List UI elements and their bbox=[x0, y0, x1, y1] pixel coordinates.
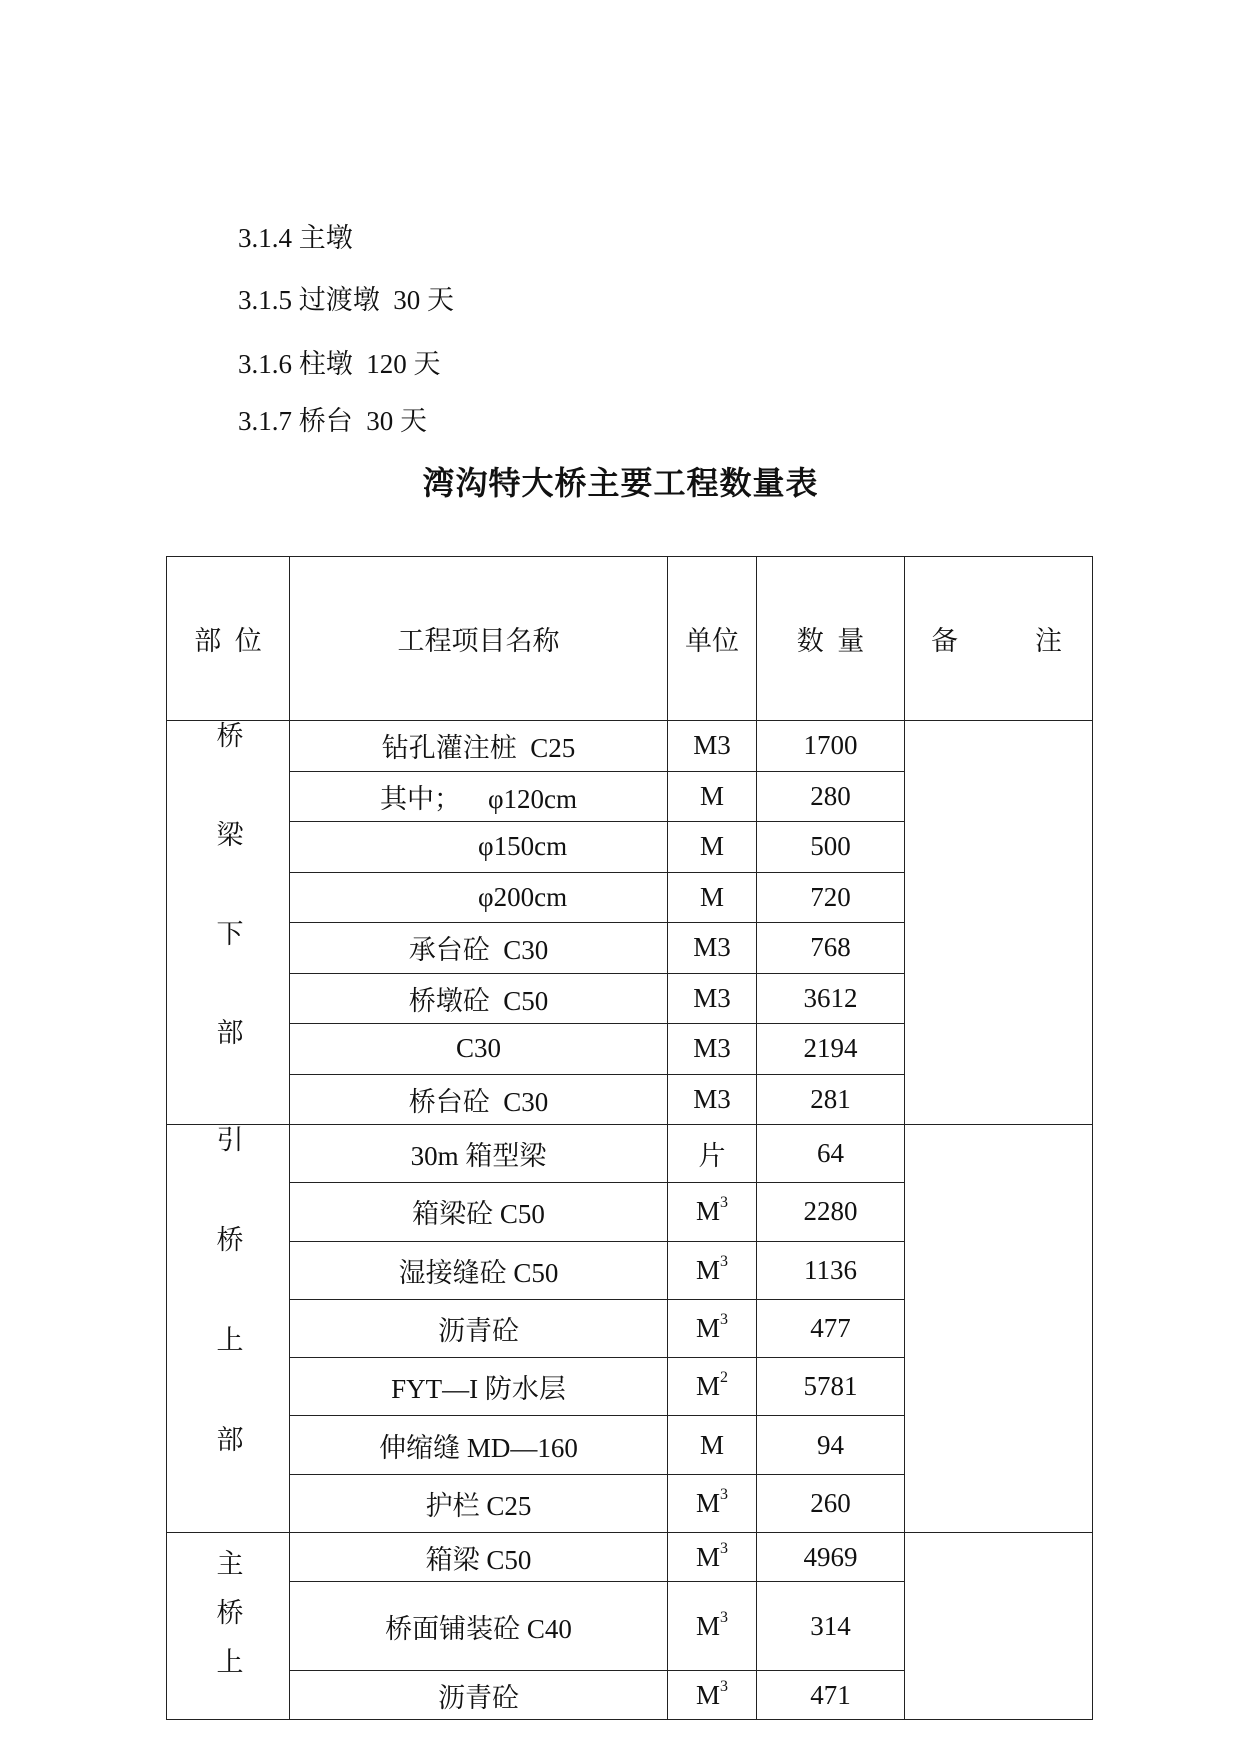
item-qty: 500 bbox=[757, 822, 905, 873]
item-qty: 314 bbox=[757, 1582, 905, 1671]
item-unit: M3 bbox=[668, 923, 757, 974]
header-part: 部 位 bbox=[167, 557, 290, 721]
item-unit: M bbox=[668, 1416, 757, 1474]
header-unit: 单位 bbox=[668, 557, 757, 721]
item-unit: $M^3$ bbox=[668, 1582, 757, 1671]
table-row bbox=[167, 1125, 1093, 1183]
item-name: FYT—I 防水层 bbox=[290, 1358, 668, 1416]
table-row bbox=[167, 1533, 1093, 1582]
table-row bbox=[167, 721, 1093, 772]
item-qty: 94 bbox=[757, 1416, 905, 1474]
item-qty: 477 bbox=[757, 1299, 905, 1357]
header-remark bbox=[905, 557, 1093, 721]
header-remark-left: 备 bbox=[931, 626, 958, 656]
item-unit: M3 bbox=[668, 1024, 757, 1075]
item-qty: 4969 bbox=[757, 1533, 905, 1582]
table-header-row bbox=[167, 557, 1093, 721]
item-unit: M bbox=[668, 822, 757, 873]
header-remark-right: 注 bbox=[1035, 626, 1062, 656]
item-qty: 768 bbox=[757, 923, 905, 974]
item-qty: 471 bbox=[757, 1671, 905, 1720]
item-name: 桥墩砼 C50 bbox=[290, 973, 668, 1024]
item-unit: M3 bbox=[668, 721, 757, 772]
section-label: 桥梁下部 bbox=[167, 721, 290, 1125]
item-unit: M bbox=[668, 771, 757, 822]
item-name: 伸缩缝 MD—160 bbox=[290, 1416, 668, 1474]
item-qty: 5781 bbox=[757, 1358, 905, 1416]
item-unit: M3 bbox=[668, 1074, 757, 1125]
item-unit: $M^3$ bbox=[668, 1183, 757, 1241]
item-name: 湿接缝砼 C50 bbox=[290, 1241, 668, 1299]
header-qty: 数 量 bbox=[757, 557, 905, 721]
quantity-table bbox=[166, 556, 1093, 1720]
item-name: C30 bbox=[290, 1024, 668, 1075]
item-name: 沥青砼 bbox=[290, 1299, 668, 1357]
item-qty: 720 bbox=[757, 872, 905, 923]
item-unit: $M^3$ bbox=[668, 1241, 757, 1299]
list-item: 3.1.4 主墩 bbox=[238, 223, 353, 253]
list-item: 3.1.7 桥台 30 天 bbox=[238, 406, 427, 436]
item-unit: $M^3$ bbox=[668, 1299, 757, 1357]
item-name: φ200cm bbox=[290, 872, 668, 923]
item-qty: 2194 bbox=[757, 1024, 905, 1075]
item-name: 箱梁 C50 bbox=[290, 1533, 668, 1582]
list-item: 3.1.5 过渡墩 30 天 bbox=[238, 285, 454, 315]
item-name: 箱梁砼 C50 bbox=[290, 1183, 668, 1241]
item-name: 钻孔灌注桩 C25 bbox=[290, 721, 668, 772]
item-qty: 2280 bbox=[757, 1183, 905, 1241]
item-qty: 280 bbox=[757, 771, 905, 822]
section-label: 引桥上部 bbox=[167, 1125, 290, 1533]
item-name: 承台砼 C30 bbox=[290, 923, 668, 974]
item-remark bbox=[905, 721, 1093, 1125]
item-qty: 281 bbox=[757, 1074, 905, 1125]
table-title: 湾沟特大桥主要工程数量表 bbox=[422, 464, 819, 502]
item-qty: 64 bbox=[757, 1125, 905, 1183]
item-name: 桥台砼 C30 bbox=[290, 1074, 668, 1125]
item-qty: 1700 bbox=[757, 721, 905, 772]
item-name: 桥面铺装砼 C40 bbox=[290, 1582, 668, 1671]
item-unit: M3 bbox=[668, 973, 757, 1024]
header-name: 工程项目名称 bbox=[290, 557, 668, 721]
item-unit: $M^3$ bbox=[668, 1671, 757, 1720]
item-unit: $M^3$ bbox=[668, 1474, 757, 1532]
item-name: 其中； φ120cm bbox=[290, 771, 668, 822]
item-qty: 260 bbox=[757, 1474, 905, 1532]
item-unit: M bbox=[668, 872, 757, 923]
item-remark bbox=[905, 1533, 1093, 1720]
item-qty: 1136 bbox=[757, 1241, 905, 1299]
item-name: 沥青砼 bbox=[290, 1671, 668, 1720]
item-unit: 片 bbox=[668, 1125, 757, 1183]
item-unit: $M^2$ bbox=[668, 1358, 757, 1416]
item-name: 30m 箱型梁 bbox=[290, 1125, 668, 1183]
item-name: 护栏 C25 bbox=[290, 1474, 668, 1532]
item-qty: 3612 bbox=[757, 973, 905, 1024]
item-unit: $M^3$ bbox=[668, 1533, 757, 1582]
section-label: 主桥上 bbox=[167, 1533, 290, 1720]
list-item: 3.1.6 柱墩 120 天 bbox=[238, 349, 441, 379]
item-name: φ150cm bbox=[290, 822, 668, 873]
item-remark bbox=[905, 1125, 1093, 1533]
